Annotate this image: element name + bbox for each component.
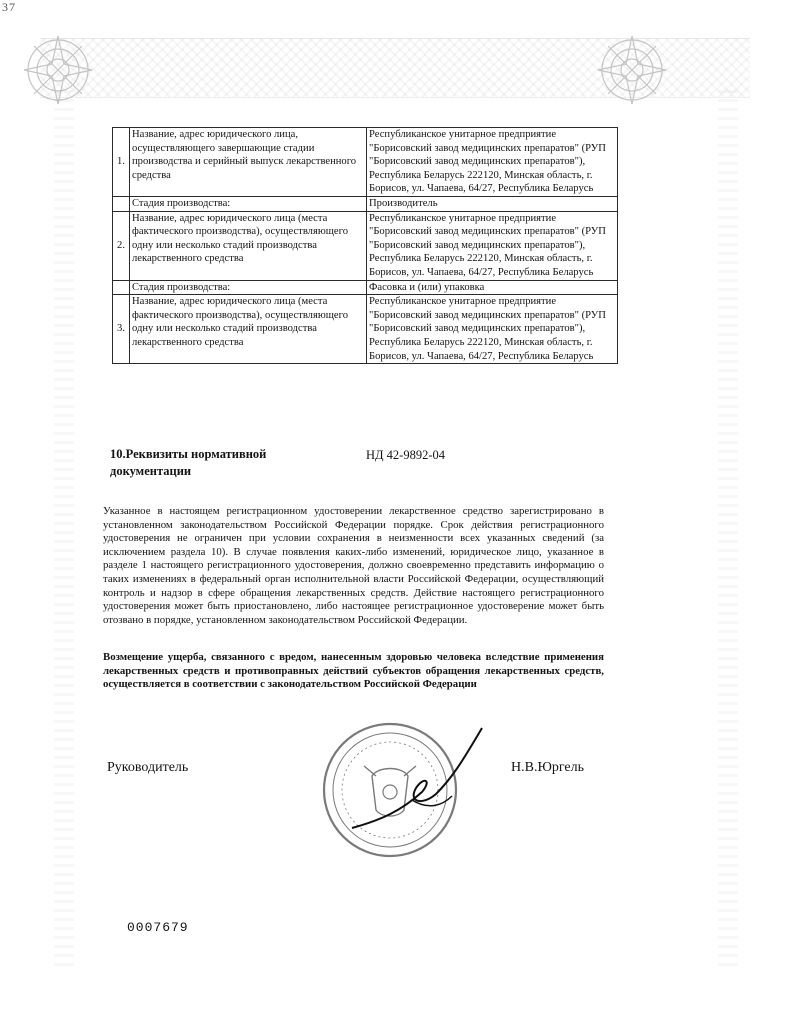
table-row bbox=[113, 196, 618, 211]
row-label: Название, адрес юридического лица (места фактического производства), осуществляющего одну или несколько стадий производства лекарственного средства bbox=[130, 211, 367, 280]
row-value: Республиканское унитарное предприятие "Борисовский завод медицинских препаратов" (РУП "Борисовский завод медицинских препаратов"), Республика Беларусь 222120, Минская область, г. Борисов, ул. Чапаева, 64/27, Республика Беларусь bbox=[367, 211, 618, 280]
section-10-value: НД 42-9892-04 bbox=[366, 448, 446, 462]
document-number: 0007679 bbox=[127, 920, 189, 935]
row-number: 3. bbox=[113, 295, 130, 364]
table-row bbox=[113, 211, 618, 280]
frame-edge-right bbox=[718, 90, 738, 970]
table-row bbox=[113, 128, 618, 197]
row-label: Название, адрес юридического лица, осуществляющего завершающие стадии производства и серийный выпуск лекарственного средства bbox=[130, 128, 367, 197]
signer-title: Руководитель bbox=[107, 760, 189, 775]
row-label: Название, адрес юридического лица (места фактического производства), осуществляющего одну или несколько стадий производства лекарственного средства bbox=[130, 295, 367, 364]
row-value: Фасовка и (или) упаковка bbox=[367, 280, 618, 295]
handwritten-signature-icon bbox=[312, 710, 502, 870]
registration-terms-paragraph: Указанное в настоящем регистрационном удостоверении лекарственное средство зарегистрировано в установленном законодательством Российской Федерации порядке. Срок действия регистрационного удостоверения не ограничен при условии сохранения в неизменности всех указанных сведений (за исключением раздела 10). В случае появления каких-либо изменений, юридическое лицо, указанное в разделе 1 настоящего регистрационного удостоверения, должно своевременно представить информацию о таких изменениях в федеральный орган исполнительной власти Российской Федерации, осуществляющий контроль и надзор в сфере обращения лекарственных средств. Действие настоящего регистрационного удостоверения может быть приостановлено, либо настоящее регистрационное удостоверение может быть отозвано в порядке, установленном законодательством Российской Федерации. bbox=[103, 505, 604, 626]
manufacturer-table bbox=[112, 127, 618, 364]
row-value: Республиканское унитарное предприятие "Борисовский завод медицинских препаратов" (РУП "Борисовский завод медицинских препаратов"), Республика Беларусь 222120, Минская область, г. Борисов, ул. Чапаева, 64/27, Республика Беларусь bbox=[367, 295, 618, 364]
damages-paragraph: Возмещение ущерба, связанного с вредом, нанесенным здоровью человека вследствие применения лекарственных средств и противоправных действий субъектов обращения лекарственных средств, осуществляется в соответствии с законодательством Российской Федерации bbox=[103, 651, 604, 691]
row-value: Производитель bbox=[367, 196, 618, 211]
table-row bbox=[113, 280, 618, 295]
rosette-ornament-right-icon bbox=[592, 30, 672, 110]
row-value: Республиканское унитарное предприятие "Борисовский завод медицинских препаратов" (РУП "Борисовский завод медицинских препаратов"), Республика Беларусь 222120, Минская область, г. Борисов, ул. Чапаева, 64/27, Республика Беларусь bbox=[367, 128, 618, 197]
page-corner-mark: 37 bbox=[2, 0, 16, 14]
table-row bbox=[113, 295, 618, 364]
row-number: 1. bbox=[113, 128, 130, 197]
row-number bbox=[113, 280, 130, 295]
row-number: 2. bbox=[113, 211, 130, 280]
signer-name: Н.В.Юргель bbox=[511, 760, 584, 775]
frame-edge-left bbox=[54, 90, 74, 970]
row-number bbox=[113, 196, 130, 211]
row-label: Стадия производства: bbox=[130, 280, 367, 295]
section-10-heading: 10.Реквизиты нормативной документации bbox=[110, 447, 267, 478]
row-label: Стадия производства: bbox=[130, 196, 367, 211]
